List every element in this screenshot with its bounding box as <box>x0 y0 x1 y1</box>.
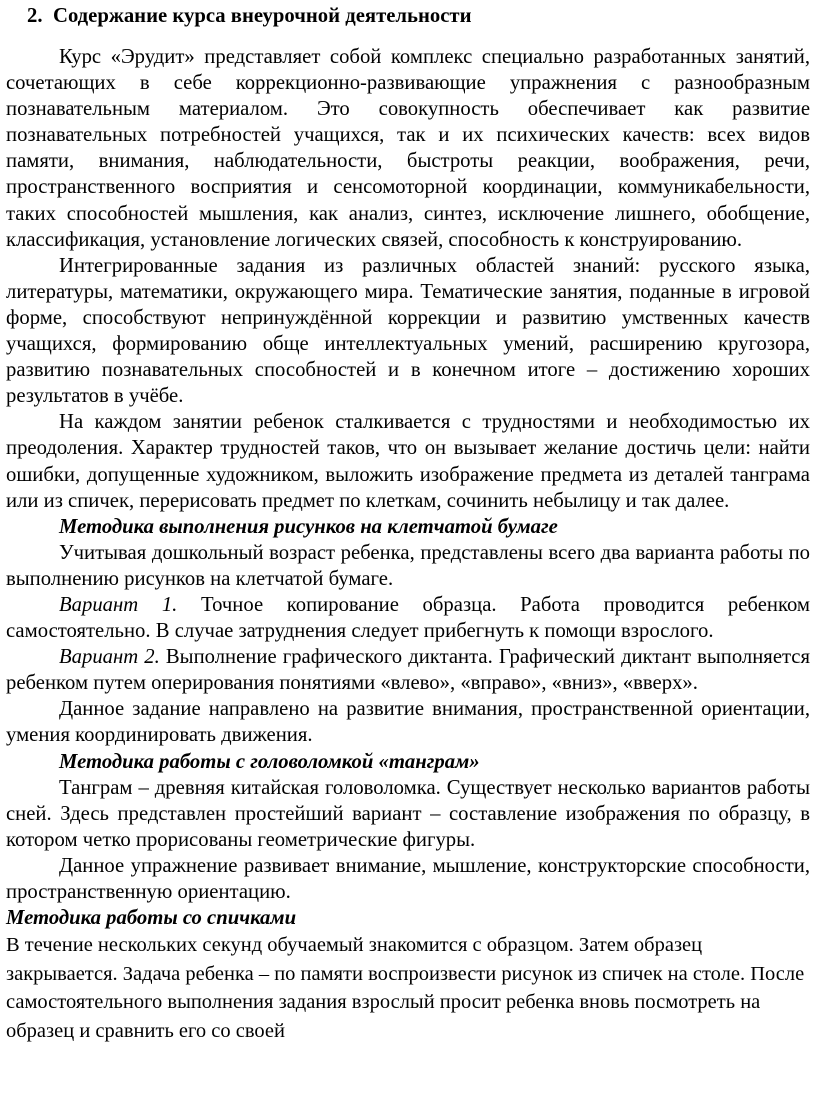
paragraph-matches: В течение нескольких секунд обучаемый знакомится с образцом. Затем образец закрывается. Задача ребенка – по памяти воспроизвести рисунок из спичек на столе. После самостоятельного выполнения задания взрослый просит ребенка вновь посмотреть на образец и сравнить его со своей <box>6 934 805 1042</box>
variant-1-label: Вариант 1. <box>59 593 178 616</box>
variant-2-label: Вариант 2. <box>59 646 160 669</box>
section-title: Содержание курса внеурочной деятельности <box>53 5 472 27</box>
paragraph-difficulties: На каждом занятии ребенок сталкивается с трудностями и необходимостью их преодоления. Характер трудностей таков, что он вызывает желание достичь цели: найти ошибки, допущенные художником, выложить изображение предмета из деталей танграма или из спичек, перерисовать предмет по клеткам, сочинить небылицу и так далее. <box>6 411 810 512</box>
subheading-grid-drawing: Методика выполнения рисунков на клетчатой бумаге <box>59 515 558 538</box>
variant-2-text: Выполнение графического диктанта. Графический диктант выполняется ребенком путем оперирования понятиями «влево», «вправо», «вниз», «вверх». <box>6 646 810 695</box>
subheading-tangram: Методика работы с головоломкой «танграм» <box>59 750 480 773</box>
paragraph-variant-1 <box>6 592 810 644</box>
paragraph-integrated-tasks: Интегрированные задания из различных областей знаний: русского языка, литературы, математики, окружающего мира. Тематические занятия, поданные в игровой форме, способствуют непринуждённой коррекции и развитию умственных качеств учащихся, формированию обще интеллектуальных умений, расширению кругозора, развитию познавательных способностей и в конечном итоге – достижению хороших результатов в учёбе. <box>6 254 810 408</box>
subheading-matches: Методика работы со спичками <box>6 907 297 930</box>
section-heading <box>27 3 472 29</box>
paragraph-variant-2 <box>6 644 810 696</box>
section-number: 2. <box>27 5 43 27</box>
paragraph-grid-intro: Учитывая дошкольный возраст ребенка, представлены всего два варианта работы по выполнению рисунков на клетчатой бумаге. <box>6 541 810 590</box>
paragraph-tangram-intro: Танграм – древняя китайская головоломка. Существует несколько вариантов работы сней. Здесь представлен простейший вариант – составление изображения по образцу, в котором четко прорисованы геометрические фигуры. <box>6 776 810 851</box>
variant-1-text: Точное копирование образца. Работа проводится ребенком самостоятельно. В случае затруднения следует прибегнуть к помощи взрослого. <box>6 593 810 643</box>
paragraph-course-description: Курс «Эрудит» представляет собой комплекс специально разработанных занятий, сочетающих в себе коррекционно-развивающие упражнения с разнообразным познавательным материалом. Это совокупность обеспечивает как развитие познавательных потребностей учащихся, так и их психических качеств: всех видов памяти, внимания, наблюдательности, быстроты реакции, воображения, речи, пространственного восприятия и сенсомоторной координации, коммуникабельности, таких способностей мышления, как анализ, синтез, исключение лишнего, обобщение, классификация, установление логических связей, способность к конструированию. <box>6 46 810 251</box>
document-body <box>6 44 810 1045</box>
paragraph-grid-purpose: Данное задание направлено на развитие внимания, пространственной ориентации, умения координировать движения. <box>6 698 810 747</box>
paragraph-tangram-purpose: Данное упражнение развивает внимание, мышление, конструкторские способности, пространственную ориентацию. <box>6 854 810 903</box>
